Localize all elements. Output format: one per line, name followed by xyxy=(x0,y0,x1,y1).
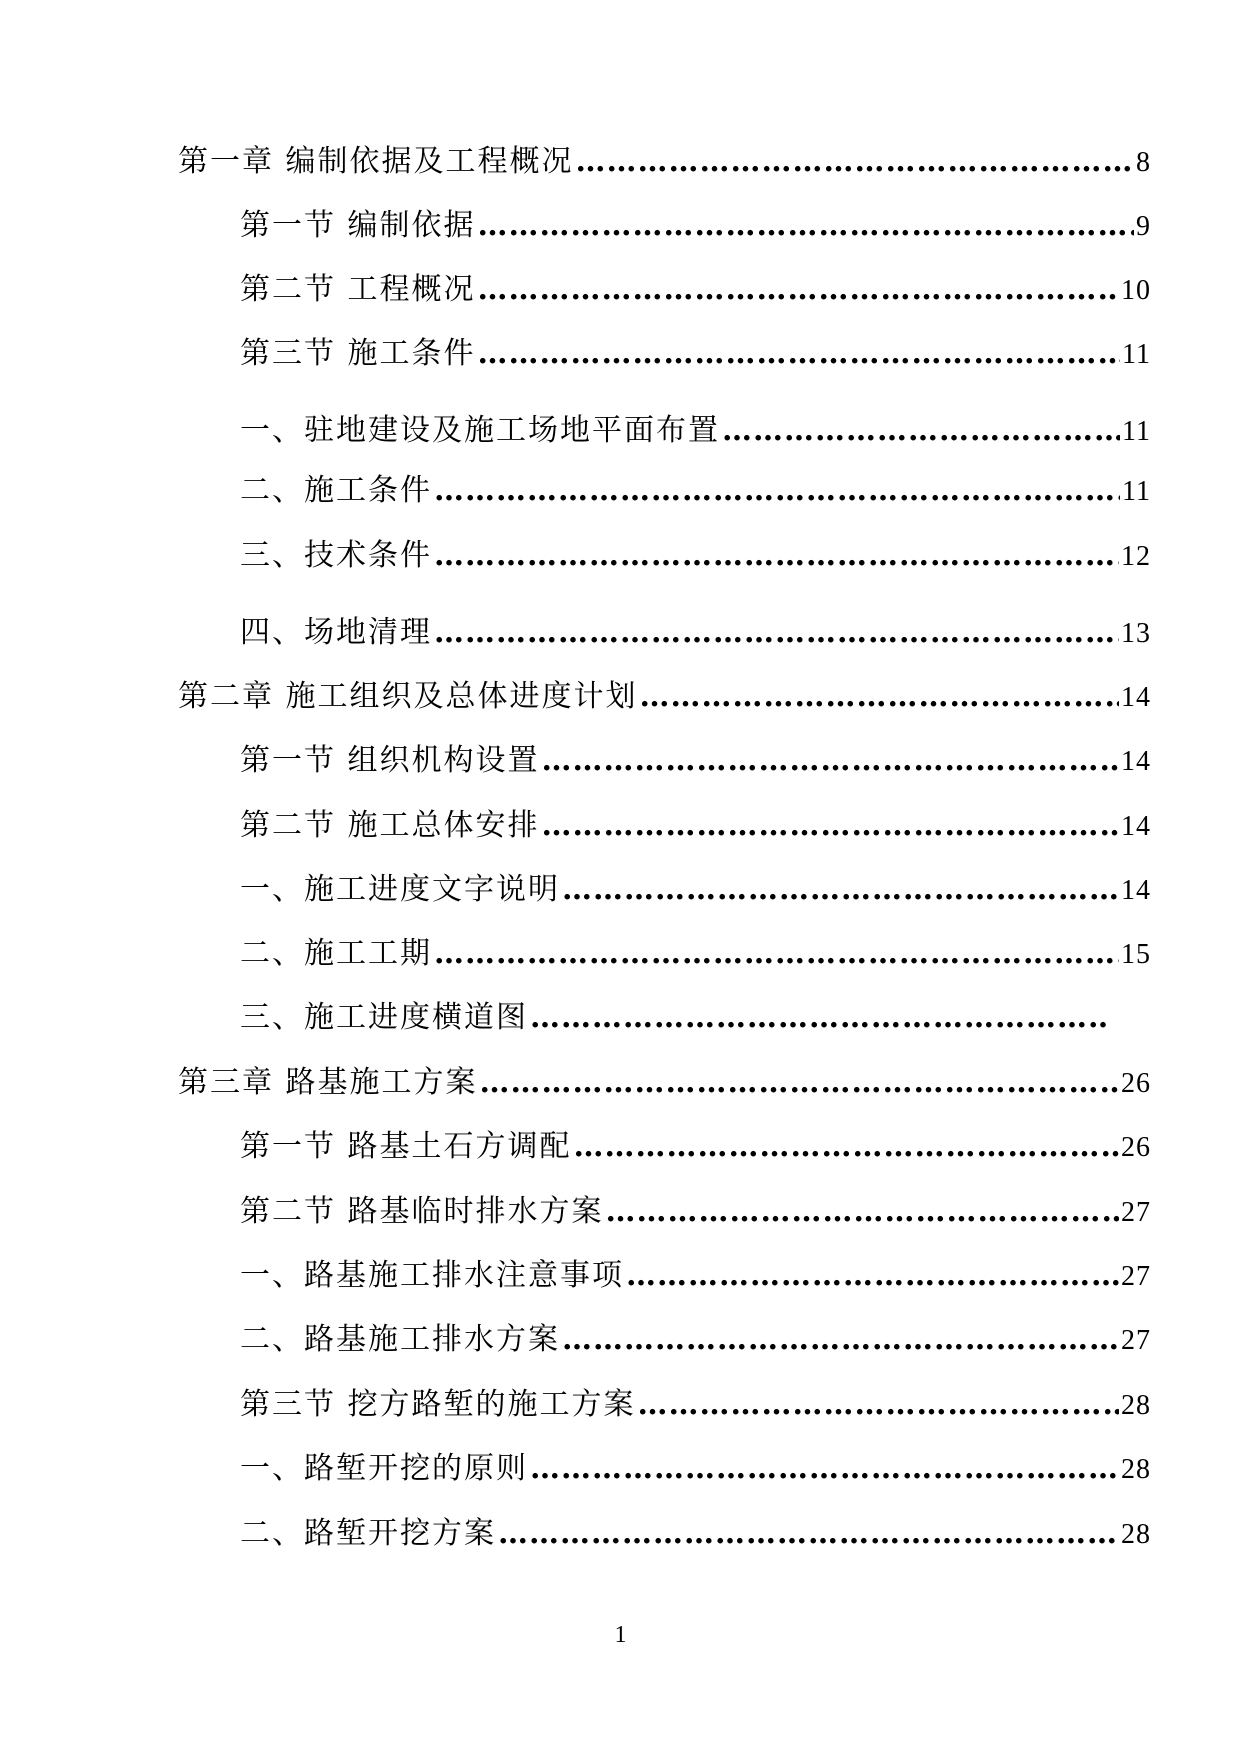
toc-entry-title: 四、场地清理 xyxy=(240,615,432,650)
dot-leader xyxy=(640,677,1119,717)
toc-entry-page: 28 xyxy=(1121,1454,1151,1485)
toc-entry-item-1-3-2[interactable] xyxy=(240,471,1151,512)
toc-entry-page: 14 xyxy=(1121,875,1151,906)
dot-leader xyxy=(542,806,1119,846)
toc-entry-title: 二、施工工期 xyxy=(240,936,432,971)
dot-leader xyxy=(434,536,1119,576)
toc-entry-page: 27 xyxy=(1121,1197,1151,1228)
toc-entry-section-2-2[interactable] xyxy=(240,806,1151,847)
toc-entry-section-1-2[interactable] xyxy=(240,270,1151,311)
toc-entry-title: 第二节 工程概况 xyxy=(240,272,476,307)
toc-entry-item-1-3-3[interactable] xyxy=(240,536,1151,577)
toc-entry-item-3-3-2[interactable] xyxy=(240,1514,1151,1555)
toc-entry-item-1-3-4[interactable] xyxy=(240,613,1151,654)
toc-entry-page: 14 xyxy=(1121,746,1151,777)
dot-leader xyxy=(498,1514,1119,1554)
toc-entry-page: 10 xyxy=(1121,275,1151,306)
toc-entry-page: 15 xyxy=(1121,939,1151,970)
dot-leader xyxy=(576,142,1134,182)
toc-entry-item-3-2-1[interactable] xyxy=(240,1256,1151,1297)
dot-leader xyxy=(562,870,1119,910)
toc-entry-page: 11 xyxy=(1122,339,1151,370)
toc-entry-title: 一、路堑开挖的原则 xyxy=(240,1451,528,1486)
toc-entry-section-3-2[interactable] xyxy=(240,1192,1151,1233)
toc-entry-title: 第二章 施工组织及总体进度计划 xyxy=(178,679,638,714)
toc-entry-title: 第一节 路基土石方调配 xyxy=(240,1129,572,1164)
toc-entry-page: 14 xyxy=(1121,811,1151,842)
toc-entry-title: 三、施工进度横道图 xyxy=(240,1000,528,1035)
toc-entry-title: 第一节 组织机构设置 xyxy=(240,743,540,778)
toc-entry-page: 12 xyxy=(1121,541,1151,572)
toc-entry-page: 28 xyxy=(1121,1390,1151,1421)
toc-entry-title: 一、路基施工排水注意事项 xyxy=(240,1258,624,1293)
dot-leader xyxy=(626,1256,1119,1296)
dot-leader xyxy=(434,613,1119,653)
toc-entry-title: 第三章 路基施工方案 xyxy=(178,1065,478,1100)
toc-entry-item-3-3-1[interactable] xyxy=(240,1449,1151,1490)
toc-entry-title: 第三节 挖方路堑的施工方案 xyxy=(240,1387,636,1422)
toc-entry-chapter-3[interactable] xyxy=(178,1063,1151,1104)
toc-entry-item-2-2-2[interactable] xyxy=(240,934,1151,975)
toc-entry-chapter-1[interactable] xyxy=(178,142,1151,183)
toc-entry-title: 第二节 施工总体安排 xyxy=(240,808,540,843)
toc-entry-page: 13 xyxy=(1121,618,1151,649)
toc-entry-item-3-2-2[interactable] xyxy=(240,1320,1151,1361)
toc-entry-chapter-2[interactable] xyxy=(178,677,1151,718)
dot-leader xyxy=(530,1449,1119,1489)
toc-entry-title: 二、路堑开挖方案 xyxy=(240,1516,496,1551)
page-number: 1 xyxy=(614,1622,627,1648)
toc-entry-title: 第一章 编制依据及工程概况 xyxy=(178,144,574,179)
toc-entry-page: 9 xyxy=(1136,211,1151,242)
toc-entry-title: 二、路基施工排水方案 xyxy=(240,1322,560,1357)
toc-entry-page: 11 xyxy=(1122,416,1151,447)
dot-leader xyxy=(606,1192,1119,1232)
toc-entry-page: 11 xyxy=(1122,476,1151,507)
toc-entry-item-2-2-1[interactable] xyxy=(240,870,1151,911)
dot-leader xyxy=(434,471,1120,511)
toc-entry-title: 二、施工条件 xyxy=(240,473,432,508)
dot-leader xyxy=(722,411,1120,451)
dot-leader xyxy=(638,1385,1119,1425)
dot-leader xyxy=(478,270,1119,310)
dot-leader xyxy=(574,1127,1119,1167)
toc-entry-item-1-3-1[interactable] xyxy=(240,411,1151,452)
toc-entry-title: 第三节 施工条件 xyxy=(240,336,476,371)
toc-entry-page: 27 xyxy=(1121,1325,1151,1356)
dot-leader xyxy=(478,206,1134,246)
toc-entry-page: 8 xyxy=(1136,147,1151,178)
dot-leader xyxy=(480,1063,1119,1103)
toc-entry-section-3-1[interactable] xyxy=(240,1127,1151,1168)
toc-entry-item-2-2-3[interactable] xyxy=(240,998,1110,1038)
toc-entry-title: 三、技术条件 xyxy=(240,538,432,573)
toc-entry-page: 14 xyxy=(1121,682,1151,713)
dot-leader xyxy=(478,334,1120,374)
toc-entry-section-1-3[interactable] xyxy=(240,334,1151,375)
toc-entry-title: 一、驻地建设及施工场地平面布置 xyxy=(240,413,720,448)
toc-entry-page: 26 xyxy=(1121,1132,1151,1163)
dot-leader xyxy=(530,998,1108,1038)
toc-entry-section-3-3[interactable] xyxy=(240,1385,1151,1426)
toc-entry-section-1-1[interactable] xyxy=(240,206,1151,247)
toc-entry-page: 26 xyxy=(1121,1068,1151,1099)
toc-entry-page: 27 xyxy=(1121,1261,1151,1292)
dot-leader xyxy=(562,1320,1119,1360)
toc-entry-title: 一、施工进度文字说明 xyxy=(240,872,560,907)
toc-entry-title: 第一节 编制依据 xyxy=(240,208,476,243)
toc-entry-title: 第二节 路基临时排水方案 xyxy=(240,1194,604,1229)
dot-leader xyxy=(434,934,1119,974)
toc-entry-section-2-1[interactable] xyxy=(240,741,1151,782)
toc-entry-page: 28 xyxy=(1121,1519,1151,1550)
dot-leader xyxy=(542,741,1119,781)
